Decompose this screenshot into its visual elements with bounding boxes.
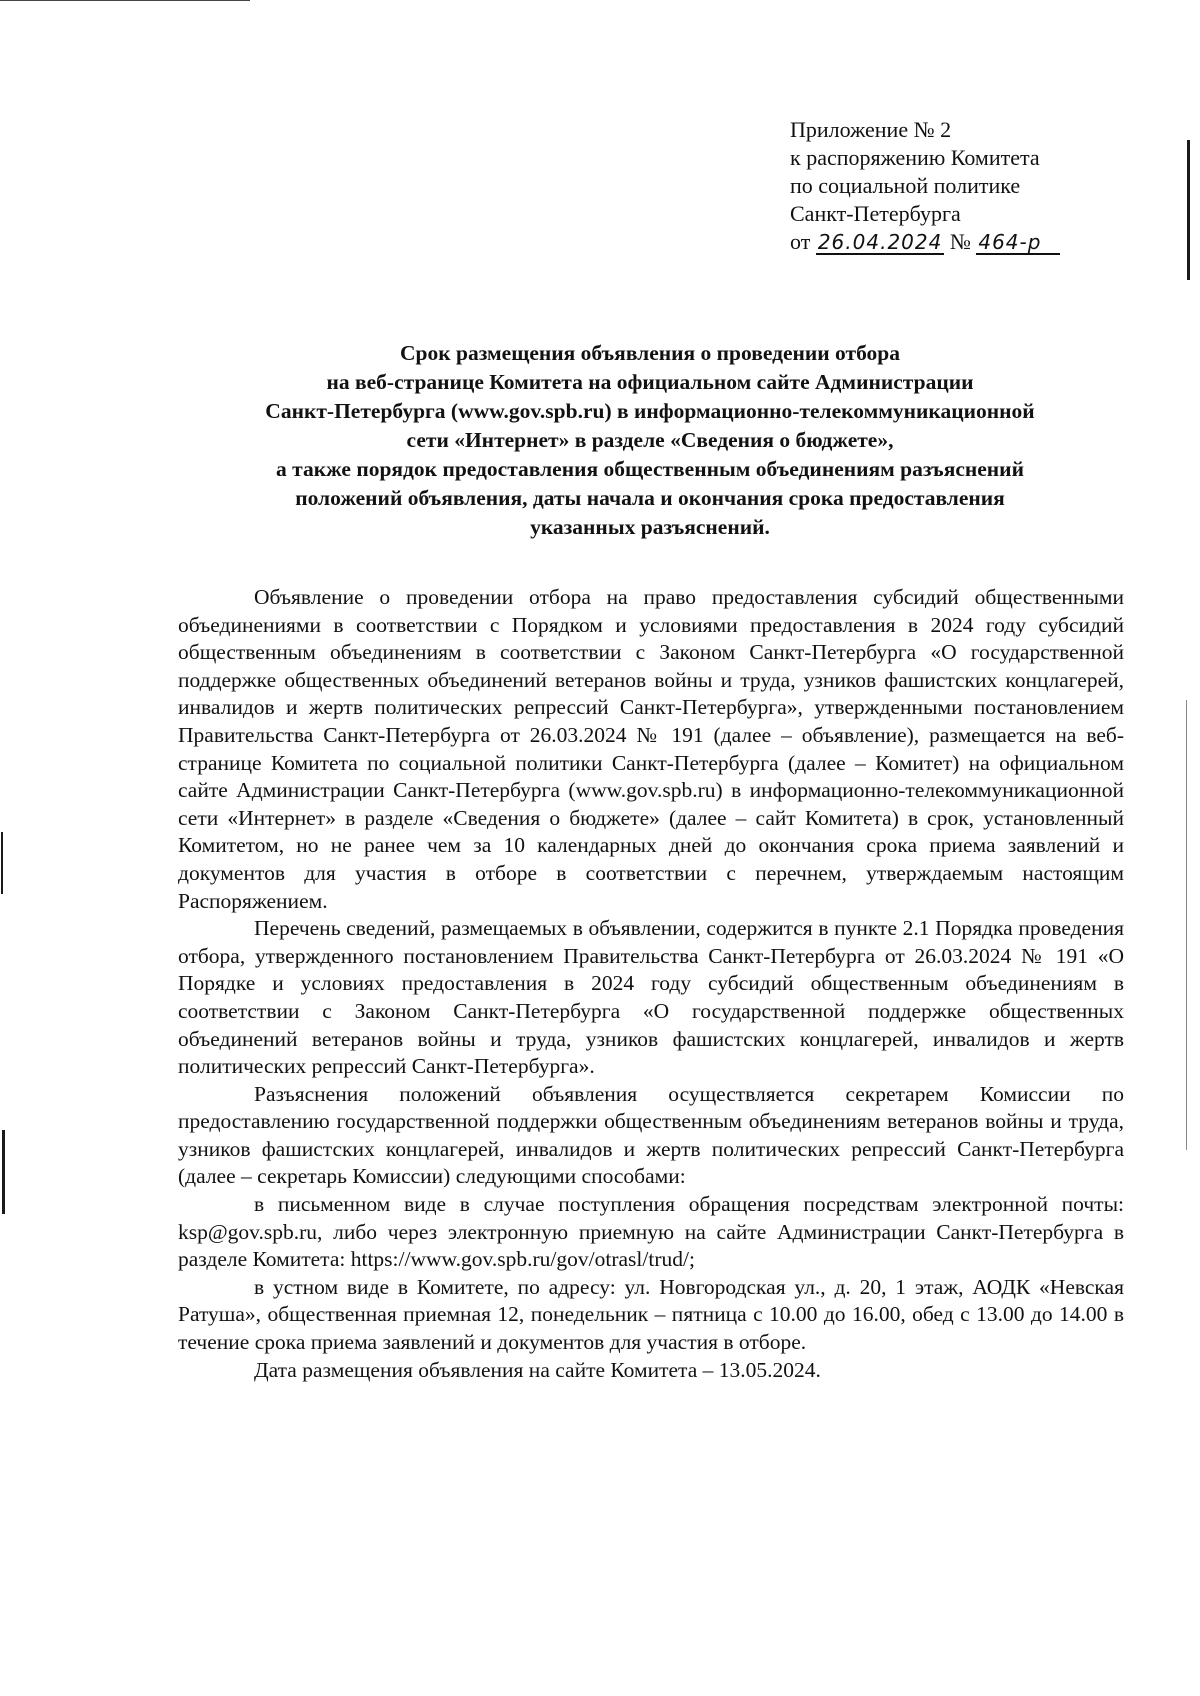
appendix-reference: к распоряжению Комитета: [790, 145, 1040, 170]
paragraph-announcement: Объявление о проведении отбора на право предоставления субсидий общественными объединениями в соответствии с Порядком и условиями предоставления в 2024 году субсидий общественным объединениям в соответствии с Законом Санкт-Петербурга «О государственной поддержке общественных объединений ветеранов войны и труда, узников фашистских концлагерей, инвалидов и жертв политических репрессий Санкт-Петербурга», утвержденными постановлением Правительства Санкт-Петербурга от 26.03.2024 № 191 (далее – объявление), размещается на веб-странице Комитета по социальной политики Санкт-Петербурга (далее – Комитет) на официальном сайте Администрации Санкт-Петербурга (www.gov.spb.ru) в информационно-телекоммуникационной сети «Интернет» в разделе «Сведения о бюджете» (далее – сайт Комитета) в срок, установленный Комитетом, но не ранее чем за 10 календарных дней до окончания срока приема заявлений и документов для участия в отборе в соответствии с перечнем, утверждаемым настоящим Распоряжением.: [178, 585, 1124, 913]
paragraph-publication-date: Дата размещения объявления на сайте Комитета – 13.05.2024.: [254, 1357, 821, 1382]
title-line: сети «Интернет» в разделе «Сведения о бюджете»,: [406, 428, 894, 452]
scan-edge-mark-right-dots: [1186, 700, 1187, 1150]
paragraph-written-form: в письменном виде в случае поступления обращения посредствам электронной почты: ksp@gov.spb.ru, либо через электронную приемную на сайте Администрации Санкт-Петербурга в разделе Комитета: https://www.gov.spb.ru/gov/otrasl/trud/;: [178, 1192, 1124, 1272]
scan-edge-mark-top-left: [0, 0, 250, 1]
handwritten-date: 26.04.2024: [817, 230, 943, 254]
document-title: [160, 339, 1140, 542]
title-line: Санкт-Петербурга (www.gov.spb.ru) в информационно-телекоммуникационной: [265, 399, 1035, 423]
document-body: [178, 584, 1124, 1384]
paragraph-info-list: Перечень сведений, размещаемых в объявлении, содержится в пункте 2.1 Порядка проведения отбора, утвержденного постановлением Правительства Санкт-Петербурга от 26.03.2024 № 191 «О Порядке и условиях предоставления в 2024 году субсидий общественным объединениям в соответствии с Законом Санкт-Петербурга «О государственной поддержке общественных объединений ветеранов войны и труда, узников фашистских концлагерей, инвалидов и жертв политических репрессий Санкт-Петербурга».: [178, 916, 1124, 1079]
appendix-date-line: [790, 228, 1150, 256]
title-line: а также порядок предоставления общественным объединениям разъяснений: [276, 457, 1024, 481]
paragraph-clarifications: Разъяснения положений объявления осуществляется секретарем Комиссии по предоставлению государственной поддержки общественным объединениям ветеранов войны и труда, узников фашистских концлагерей, инвалидов и жертв политических репрессий Санкт-Петербурга (далее – секретарь Комиссии) следующими способами:: [178, 1081, 1124, 1189]
scan-edge-mark-left-2: [2, 1130, 5, 1214]
number-prefix: №: [949, 229, 971, 254]
handwritten-number: 464-р: [976, 231, 1060, 255]
appendix-number: Приложение № 2: [790, 117, 952, 142]
title-line: Срок размещения объявления о проведении отбора: [399, 341, 900, 365]
title-line: на веб-странице Комитета на официальном сайте Администрации: [326, 370, 974, 394]
scan-edge-mark-left-1: [1, 832, 3, 894]
title-line: указанных разъяснений.: [530, 515, 770, 539]
appendix-header: [790, 116, 1150, 256]
paragraph-oral-form: в устном виде в Комитете, по адресу: ул. Новгородская ул., д. 20, 1 этаж, АОДК «Невская Ратуша», общественная приемная 12, понедельник – пятница с 10.00 до 16.00, обед с 13.00 до 14.00 в течение срока приема заявлений и документов для участия в отборе.: [178, 1274, 1124, 1355]
title-line: положений объявления, даты начала и окончания срока предоставления: [295, 486, 1005, 510]
appendix-city: Санкт-Петербурга: [790, 201, 961, 226]
appendix-committee: по социальной политике: [790, 173, 1021, 198]
date-prefix: от: [790, 229, 811, 254]
scan-edge-mark-top-right: [1187, 140, 1190, 280]
